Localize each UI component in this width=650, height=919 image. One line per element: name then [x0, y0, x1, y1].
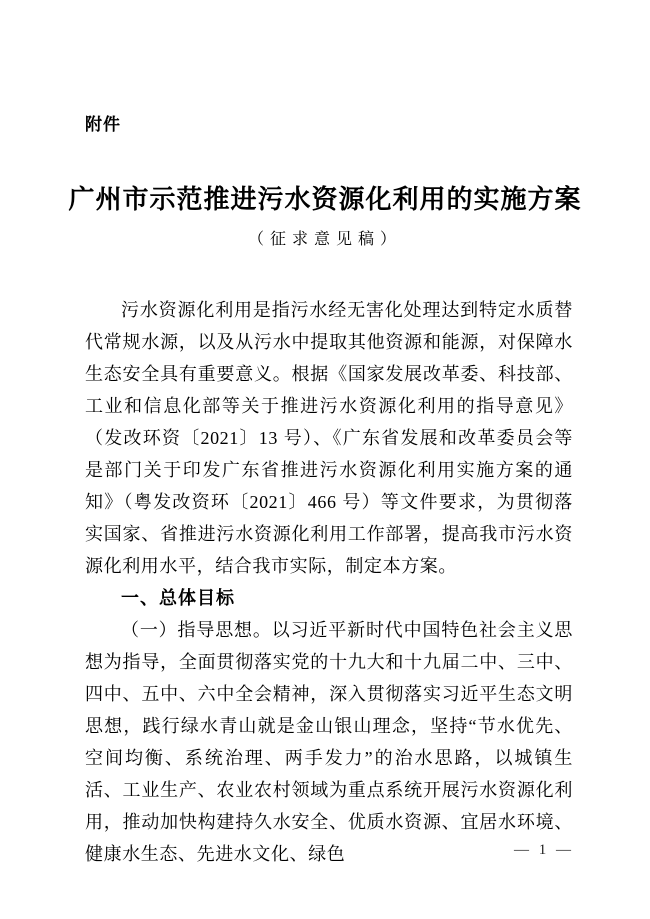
page-number: — 1 —	[514, 842, 574, 858]
section-heading-overall-goals: 一、总体目标	[121, 588, 235, 608]
document-subtitle: （征求意见稿）	[247, 231, 402, 248]
document-title: 广州市示范推进污水资源化利用的实施方案	[68, 185, 582, 214]
paragraph-intro: 污水资源化利用是指污水经无害化处理达到特定水质替代常规水源，以及从污水中提取其他资源和能源，对保障水生态安全具有重要意义。根据《国家发展改革委、科技部、工业和信息化部等关于推进污水资源化利用的指导意见》（发改环资〔2021〕13 号）、《广东省发展和改革委员会等是部门关于印发广东省推进污水资源化利用实施方案的通知》（粤发改资环〔2021〕466 号）等文件要求，为贯彻落实国家、省推进污水资源化利用工作部署，提高我市污水资源化利用水平，结合我市实际，制定本方案。	[85, 300, 573, 576]
document-body	[85, 294, 573, 870]
paragraph-guiding-ideology: （一）指导思想。以习近平新时代中国特色社会主义思想为指导，全面贯彻落实党的十九大和十九届二中、三中、四中、五中、六中全会精神，深入贯彻落实习近平生态文明思想，践行绿水青山就是金山银山理念，坚持“节水优先、空间均衡、系统治理、两手发力”的治水思路，以城镇生活、工业生产、农业农村领域为重点系统开展污水资源化利用，推动加快构建持久水安全、优质水资源、宜居水环境、健康水生态、先进水文化、绿色	[85, 620, 573, 864]
attachment-label: 附件	[85, 115, 121, 134]
